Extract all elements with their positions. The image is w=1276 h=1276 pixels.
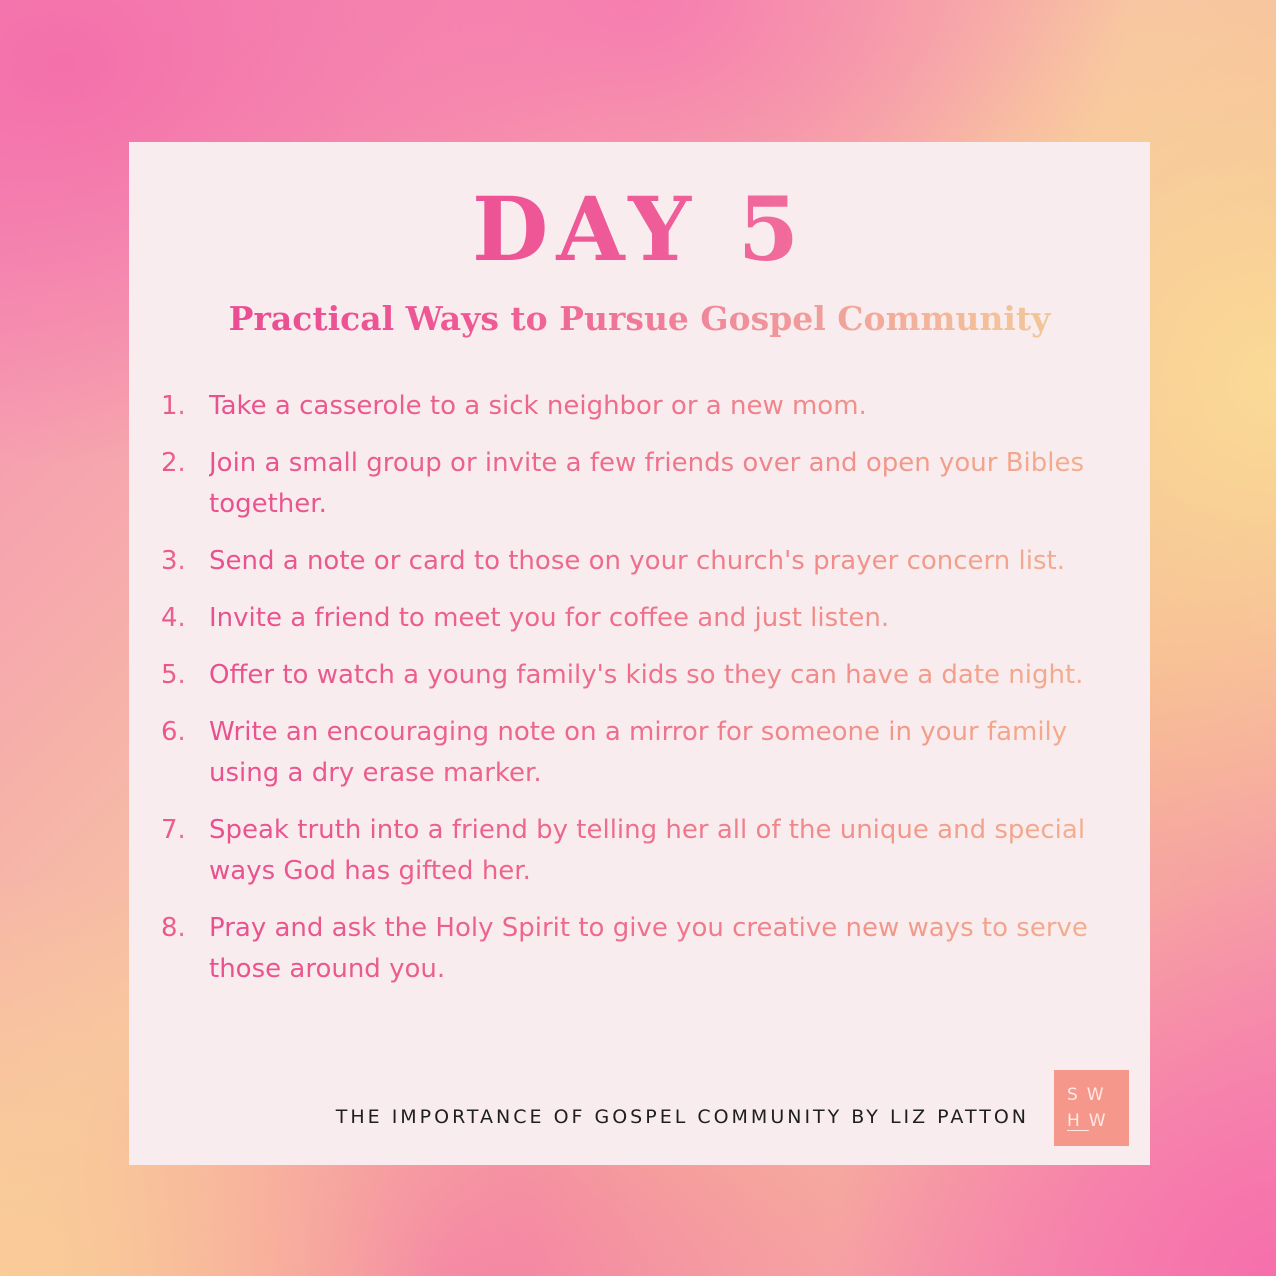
item-text: Send a note or card to those on your church's prayer concern list.: [209, 541, 1136, 582]
item-text: Join a small group or invite a few friends over and open your Bibles together.: [209, 443, 1136, 525]
item-number: 6.: [161, 712, 209, 794]
list-item: [161, 810, 1136, 892]
item-number: 7.: [161, 810, 209, 892]
item-number: 2.: [161, 443, 209, 525]
logo-w-letter: W: [1088, 1111, 1115, 1131]
logo-bottom-letters: [1067, 1110, 1115, 1132]
logo-h-letter: H: [1067, 1111, 1089, 1131]
content-card: [129, 142, 1150, 1165]
item-number: 4.: [161, 598, 209, 639]
list-item: [161, 541, 1136, 582]
item-number: 3.: [161, 541, 209, 582]
item-text: Offer to watch a young family's kids so they can have a date night.: [209, 655, 1136, 696]
list-item: [161, 443, 1136, 525]
list-item: [161, 908, 1136, 990]
list-item: [161, 386, 1136, 427]
item-text: Speak truth into a friend by telling her all of the unique and special ways God has gifted her.: [209, 810, 1136, 892]
item-number: 1.: [161, 386, 209, 427]
item-text: Invite a friend to meet you for coffee and just listen.: [209, 598, 1136, 639]
day-title: DAY 5: [129, 174, 1150, 284]
logo-top-letters: SW: [1067, 1085, 1113, 1105]
practical-ways-list: [161, 386, 1136, 1006]
subtitle: Practical Ways to Pursue Gospel Community: [129, 294, 1150, 344]
item-number: 8.: [161, 908, 209, 990]
list-item: [161, 712, 1136, 794]
swhw-logo: [1054, 1070, 1129, 1146]
list-item: [161, 598, 1136, 639]
list-item: [161, 655, 1136, 696]
byline: THE IMPORTANCE OF GOSPEL COMMUNITY BY LIZ PATTON: [335, 1106, 1029, 1128]
item-number: 5.: [161, 655, 209, 696]
item-text: Take a casserole to a sick neighbor or a new mom.: [209, 386, 1136, 427]
item-text: Pray and ask the Holy Spirit to give you creative new ways to serve those around you.: [209, 908, 1136, 990]
item-text: Write an encouraging note on a mirror for someone in your family using a dry erase marker.: [209, 712, 1136, 794]
